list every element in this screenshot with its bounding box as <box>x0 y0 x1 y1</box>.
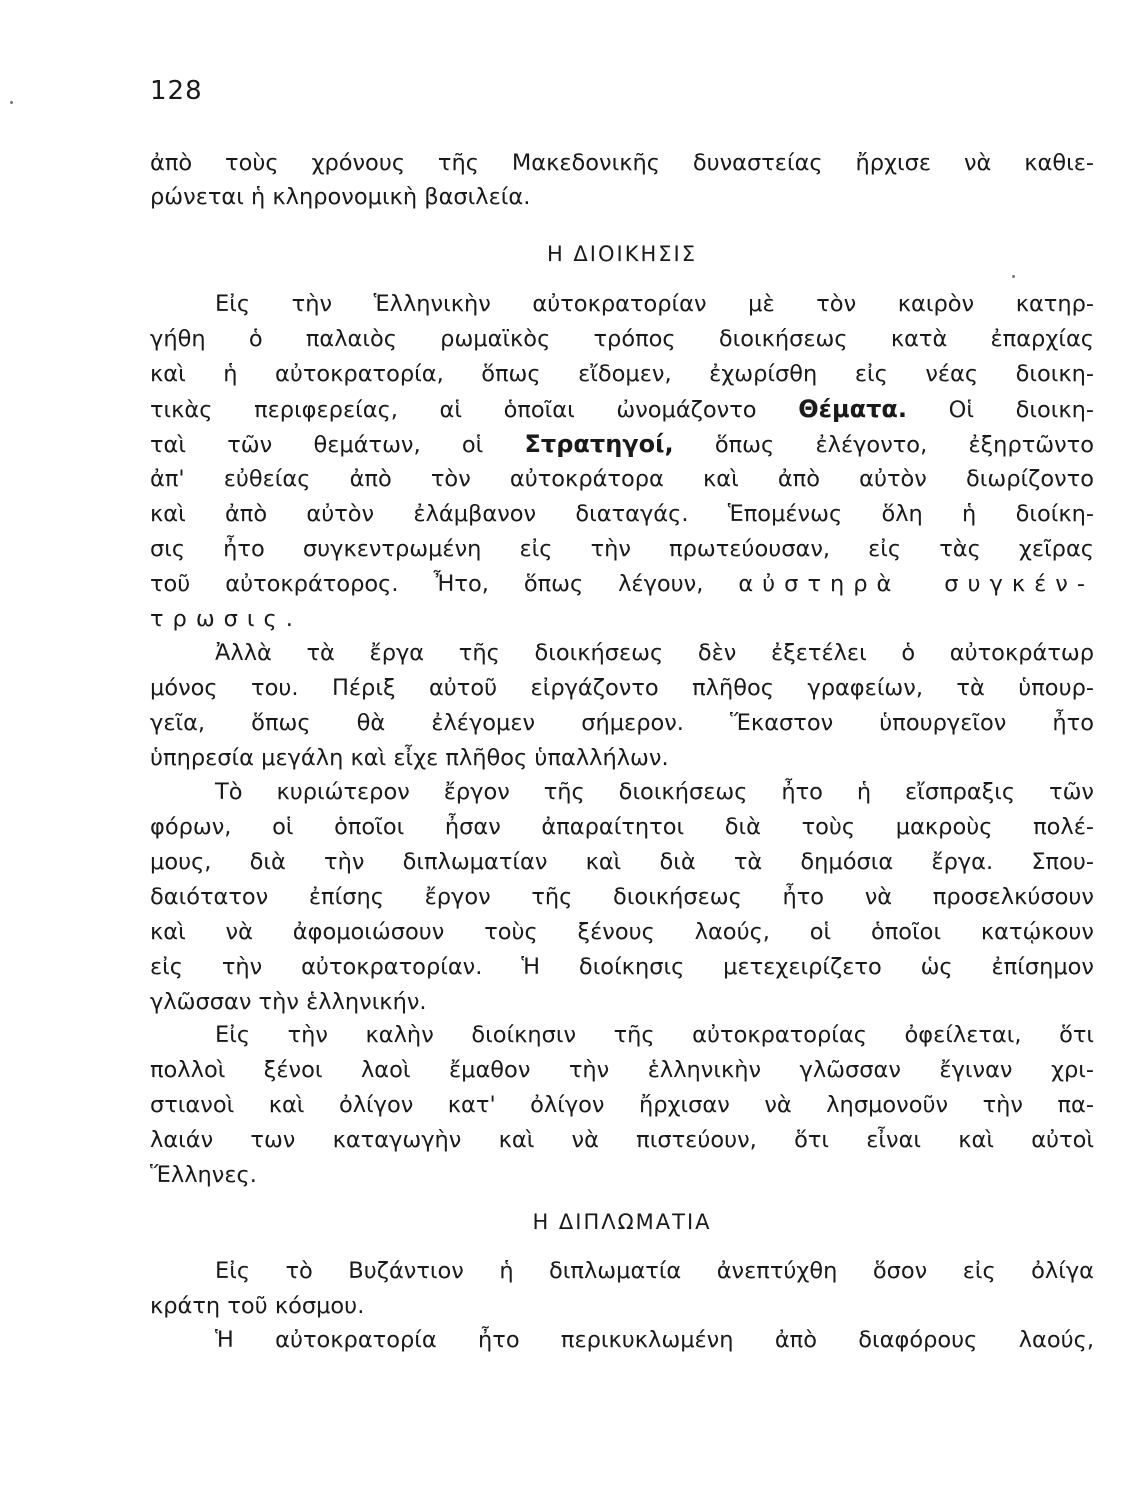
text-line: ἀπὸ τοὺς χρόνους τῆς Μακεδονικῆς δυναστείας ἤρχισε νὰ καθιε- <box>150 150 1094 176</box>
text-run: ὅπως ἐλέγοντο, ἐξηρτῶντο <box>673 432 1094 458</box>
text-line: λαιάν των καταγωγὴν καὶ νὰ πιστεύουν, ὅτι εἶναι καὶ αὐτοὶ <box>150 1127 1094 1153</box>
text-line <box>150 427 1094 461</box>
text-line: καὶ νὰ ἀφομοιώσουν τοὺς ξένους λαούς, οἱ ὁποῖοι κατῴκουν <box>150 919 1094 945</box>
text-line: γεῖα, ὅπως θὰ ἐλέγομεν σήμερον. Ἕκαστον ὑπουργεῖον ἦτο <box>150 710 1094 736</box>
text-line: γήθη ὁ παλαιὸς ρωμαϊκὸς τρόπος διοικήσεως κατὰ ἐπαρχίας <box>150 326 1094 352</box>
text-line: στιανοὶ καὶ ὀλίγον κατ' ὀλίγον ἤρχισαν νὰ λησμονοῦν τὴν πα- <box>150 1092 1094 1118</box>
text-line: πολλοὶ ξένοι λαοὶ ἔμαθον τὴν ἑλληνικὴν γλῶσσαν ἔγιναν χρι- <box>150 1057 1094 1083</box>
scan-speck <box>10 101 13 104</box>
text-line <box>150 602 1094 636</box>
text-line: καὶ ἀπὸ αὐτὸν ἐλάμβανον διαταγάς. Ἑπομένως ὅλη ἡ διοίκη- <box>150 501 1094 527</box>
text-run: Οἱ διοικη- <box>907 397 1094 423</box>
text-run: ταὶ τῶν θεμάτων, οἱ <box>150 432 525 458</box>
text-line: σις ἦτο συγκεντρωμένη εἰς τὴν πρωτεύουσαν, εἰς τὰς χεῖρας <box>150 536 1094 562</box>
text-line: Εἰς τὸ Βυζάντιον ἡ διπλωματία ἀνεπτύχθη ὅσον εἰς ὀλίγα <box>215 1258 1094 1284</box>
text-line: Ἀλλὰ τὰ ἔργα τῆς διοικήσεως δὲν ἐξετέλει ὁ αὐτοκράτωρ <box>215 640 1094 666</box>
text-line: καὶ ἡ αὐτοκρατορία, ὅπως εἴδομεν, ἐχωρίσθη εἰς νέας διοικη- <box>150 361 1094 387</box>
text-line: φόρων, οἱ ὁποῖοι ἦσαν ἀπαραίτητοι διὰ τοὺς μακροὺς πολέ- <box>150 814 1094 840</box>
text-line: Τὸ κυριώτερον ἔργον τῆς διοικήσεως ἦτο ἡ εἴσπραξις τῶν <box>215 779 1094 805</box>
text-run: τοῦ αὐτοκράτορος. Ἦτο, ὅπως λέγουν, <box>150 571 739 597</box>
text-line: ὑπηρεσία μεγάλη καὶ εἶχε πλῆθος ὑπαλλήλων. <box>150 745 669 771</box>
text-line: Ἕλληνες. <box>150 1162 257 1188</box>
text-line: εἰς τὴν αὐτοκρατορίαν. Ἡ διοίκησις μετεχειρίζετο ὡς ἐπίσημον <box>150 954 1094 980</box>
text-line <box>150 567 1094 601</box>
text-line <box>150 392 1094 426</box>
text-line: μόνος του. Πέριξ αὐτοῦ εἰργάζοντο πλῆθος γραφείων, τὰ ὑπουρ- <box>150 675 1094 701</box>
text-line: ἀπ' εὐθείας ἀπὸ τὸν αὐτοκράτορα καὶ ἀπὸ αὐτὸν διωρίζοντο <box>150 466 1094 492</box>
section-heading-administration: Η ΔΙΟΙΚΗΣΙΣ <box>546 242 698 266</box>
text-line: μους, διὰ τὴν διπλωματίαν καὶ διὰ τὰ δημόσια ἔργα. Σπου- <box>150 849 1094 875</box>
text-line: ρώνεται ἡ κληρονομικὴ βασιλεία. <box>150 184 531 210</box>
text-line: Εἰς τὴν καλὴν διοίκησιν τῆς αὐτοκρατορίας ὀφείλεται, ὅτι <box>215 1022 1094 1048</box>
term-themata: Θέματα. <box>798 395 908 423</box>
scan-speck <box>1012 275 1015 278</box>
text-line: κράτη τοῦ κόσμου. <box>150 1293 365 1319</box>
text-line: δαιότατον ἐπίσης ἔργον τῆς διοικήσεως ἦτο νὰ προσελκύσουν <box>150 884 1094 910</box>
text-line: Εἰς τὴν Ἑλληνικὴν αὐτοκρατορίαν μὲ τὸν καιρὸν κατηρ- <box>215 291 1094 317</box>
term-strategoi: Στρατηγοί, <box>524 430 674 458</box>
section-heading-diplomacy: Η ΔΙΠΛΩΜΑΤΙΑ <box>532 1210 712 1234</box>
text-line: Ἡ αὐτοκρατορία ἦτο περικυκλωμένη ἀπὸ διαφόρους λαούς, <box>215 1327 1094 1353</box>
spaced-emphasis: τρωσις. <box>150 606 302 632</box>
page-number: 128 <box>150 76 203 106</box>
text-line: γλῶσσαν τὴν ἑλληνικήν. <box>150 989 427 1015</box>
text-run: τικὰς περιφερείας, αἱ ὁποῖαι ὠνομάζοντο <box>150 397 799 423</box>
spaced-emphasis: αὐστηρὰ συγκέν- <box>738 571 1094 597</box>
